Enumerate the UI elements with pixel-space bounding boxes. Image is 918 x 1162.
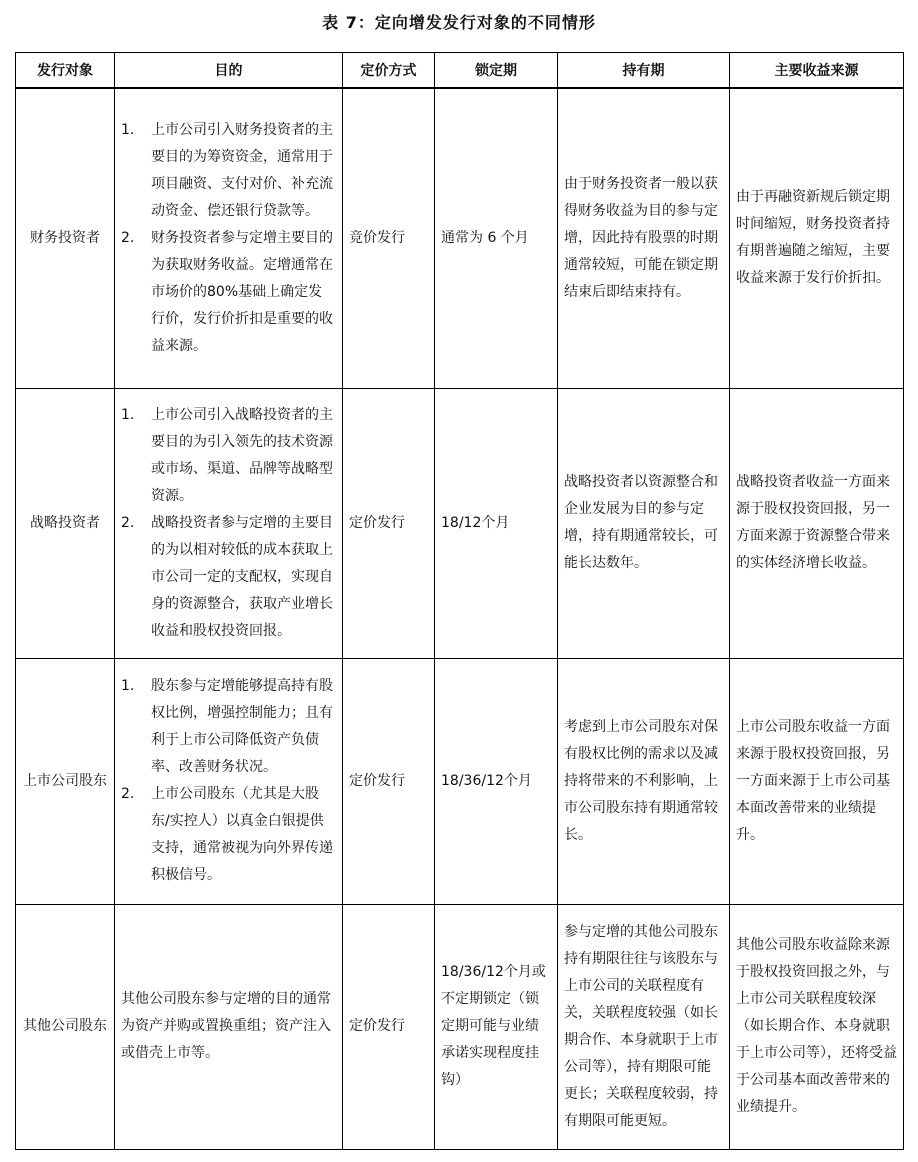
cell-target: 其他公司股东 [16,904,115,1149]
cell-holding: 战略投资者以资源整合和企业发展为目的参与定增，持有期通常较长，可能长达数年。 [558,388,730,658]
purpose-list [121,673,336,889]
list-text: 上市公司引入财务投资者的主要目的为筹资资金，通常用于项目融资、支付对价、补充流动资金、偿还银行贷款等。 [151,121,333,219]
table-row [16,88,904,388]
list-item [121,402,336,510]
header-holding: 持有期 [558,53,730,89]
list-number: 2. [121,786,135,802]
issuance-target-table [15,52,904,1150]
list-number: 1. [121,678,135,694]
list-text: 上市公司引入战略投资者的主要目的为引入领先的技术资源或市场、渠道、品牌等战略型资源。 [151,406,333,504]
table-title: 表 7：定向增发发行对象的不同情形 [322,13,596,32]
cell-target: 上市公司股东 [16,658,115,904]
header-income: 主要收益来源 [730,53,904,89]
cell-pricing: 定价发行 [343,904,435,1149]
header-lockup: 锁定期 [435,53,558,89]
table-row [16,388,904,658]
header-purpose: 目的 [115,53,343,89]
list-item [121,117,336,225]
cell-purpose [115,88,343,388]
cell-lockup: 18/36/12个月或不定期锁定（锁定期可能与业绩承诺实现程度挂钩） [435,904,558,1149]
cell-income: 由于再融资新规后锁定期时间缩短，财务投资者持有期普遍随之缩短，主要收益来源于发行价折扣。 [730,88,904,388]
cell-pricing: 定价发行 [343,658,435,904]
cell-income: 战略投资者收益一方面来源于股权投资回报，另一方面来源于资源整合带来的实体经济增长收益。 [730,388,904,658]
cell-income: 其他公司股东收益除来源于股权投资回报之外，与上市公司关联程度较深（如长期合作、本身就职于上市公司等），还将受益于公司基本面改善带来的业绩提升。 [730,904,904,1149]
list-text: 战略投资者参与定增的主要目的为以相对较低的成本获取上市公司一定的支配权，实现自身的资源整合，获取产业增长收益和股权投资回报。 [151,514,333,639]
list-item [121,510,336,645]
list-text: 财务投资者参与定增主要目的为获取财务收益。定增通常在市场价的80%基础上确定发行价，发行价折扣是重要的收益来源。 [151,229,333,354]
list-number: 2. [121,514,135,531]
list-number: 1. [121,406,135,423]
cell-pricing: 定价发行 [343,388,435,658]
cell-purpose [115,388,343,658]
list-item [121,781,336,889]
cell-lockup: 18/12个月 [435,388,558,658]
cell-income: 上市公司股东收益一方面来源于股权投资回报，另一方面来源于上市公司基本面改善带来的业绩提升。 [730,658,904,904]
cell-lockup: 通常为 6 个月 [435,88,558,388]
cell-holding: 考虑到上市公司股东对保有股权比例的需求以及减持将带来的不利影响，上市公司股东持有期通常较长。 [558,658,730,904]
header-pricing: 定价方式 [343,53,435,89]
cell-holding: 由于财务投资者一般以获得财务收益为目的参与定增，因此持有股票的时期通常较短，可能在锁定期结束后即结束持有。 [558,88,730,388]
header-target: 发行对象 [16,53,115,89]
cell-purpose [115,658,343,904]
list-item [121,673,336,781]
header-row [16,53,904,89]
list-text: 股东参与定增能够提高持有股权比例，增强控制能力；且有利于上市公司降低资产负债率、改善财务状况。 [151,678,333,775]
purpose-list [121,402,336,645]
table-row [16,904,904,1149]
cell-holding: 参与定增的其他公司股东持有期限往往与该股东与上市公司的关联程度有关，关联程度较强（如长期合作、本身就职于上市公司等），持有期限可能更长；关联程度较弱，持有期限可能更短。 [558,904,730,1149]
list-number: 2. [121,229,135,246]
list-item [121,225,336,360]
cell-target: 财务投资者 [16,88,115,388]
cell-purpose: 其他公司股东参与定增的目的通常为资产并购或置换重组；资产注入或借壳上市等。 [115,904,343,1149]
cell-pricing: 竞价发行 [343,88,435,388]
list-text: 上市公司股东（尤其是大股东/实控人）以真金白银提供支持，通常被视为向外界传递积极信号。 [151,786,333,883]
list-number: 1. [121,121,135,138]
cell-target: 战略投资者 [16,388,115,658]
table-row [16,658,904,904]
purpose-list [121,117,336,360]
cell-lockup: 18/36/12个月 [435,658,558,904]
